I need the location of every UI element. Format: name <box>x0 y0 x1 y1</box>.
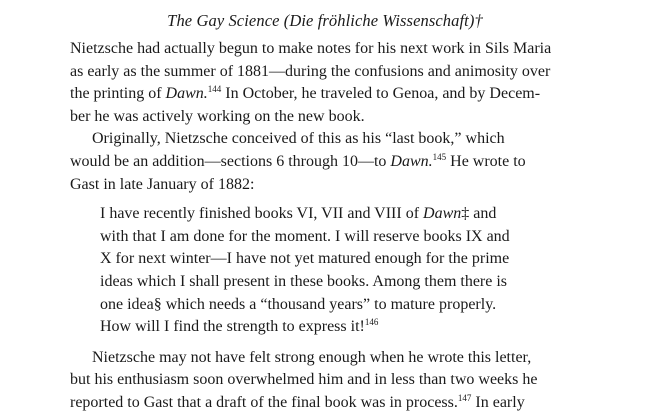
text-run: In early <box>471 393 525 411</box>
footnote-ref: 146 <box>364 317 379 328</box>
footnote-ref: 145 <box>432 151 447 162</box>
paragraph-line: Gast in late January of 1882: <box>70 175 255 193</box>
text-run: In October, he traveled to Genoa, and by Decem- <box>221 85 541 103</box>
text-run: would be an addition—sections 6 through 10—to <box>70 152 391 170</box>
paragraph-line: Nietzsche may not have felt strong enough when he wrote this letter, <box>92 348 532 366</box>
block-quote <box>100 203 570 339</box>
quote-line: one idea§ which needs a “thousand years” to mature properly. <box>100 295 497 313</box>
text-run: He wrote to <box>446 152 526 170</box>
text-run: How will I find the strength to express it! <box>100 318 365 336</box>
footnote-ref: 144 <box>207 84 222 95</box>
paragraph-3 <box>70 347 580 415</box>
book-title-dawn: Dawn. <box>165 85 208 103</box>
footnote-ref: 147 <box>457 392 472 403</box>
quote-line <box>100 316 570 339</box>
paragraph-line: ber he was actively working on the new book. <box>70 107 365 125</box>
heading-german-title: Die fröhliche Wissenschaft <box>289 11 469 30</box>
paragraph-2 <box>70 128 580 196</box>
text-run: ‡ and <box>461 205 497 223</box>
book-title-dawn: Dawn. <box>390 152 433 170</box>
text-run: reported to Gast that a draft of the final book was in process. <box>70 393 458 411</box>
paragraph-line: Nietzsche had actually begun to make notes for his next work in Sils Maria <box>70 40 552 57</box>
quote-line: X for next winter—I have not yet matured enough for the prime <box>100 250 510 268</box>
heading-title: The Gay Science ( <box>167 11 290 30</box>
quote-line <box>100 203 570 226</box>
paragraph-line: as early as the summer of 1881—during the confusions and animosity over <box>70 62 551 80</box>
section-heading <box>70 10 580 32</box>
heading-close: )† <box>468 11 483 30</box>
paragraph-1 <box>70 38 580 128</box>
book-title-dawn: Dawn <box>423 205 462 223</box>
paragraph-line <box>70 392 580 415</box>
quote-line: ideas which I shall present in these books. Among them there is <box>100 272 508 290</box>
paragraph-line: but his enthusiasm soon overwhelmed him and in less than two weeks he <box>70 371 538 389</box>
quote-line: with that I am done for the moment. I will reserve books IX and <box>100 227 510 245</box>
paragraph-line: Originally, Nietzsche conceived of this as his “last book,” which <box>92 130 505 148</box>
paragraph-line <box>70 83 580 106</box>
paragraph-line <box>70 151 580 174</box>
text-run: I have recently finished books VI, VII and VIII of <box>100 205 424 223</box>
text-run: the printing of <box>70 85 166 103</box>
